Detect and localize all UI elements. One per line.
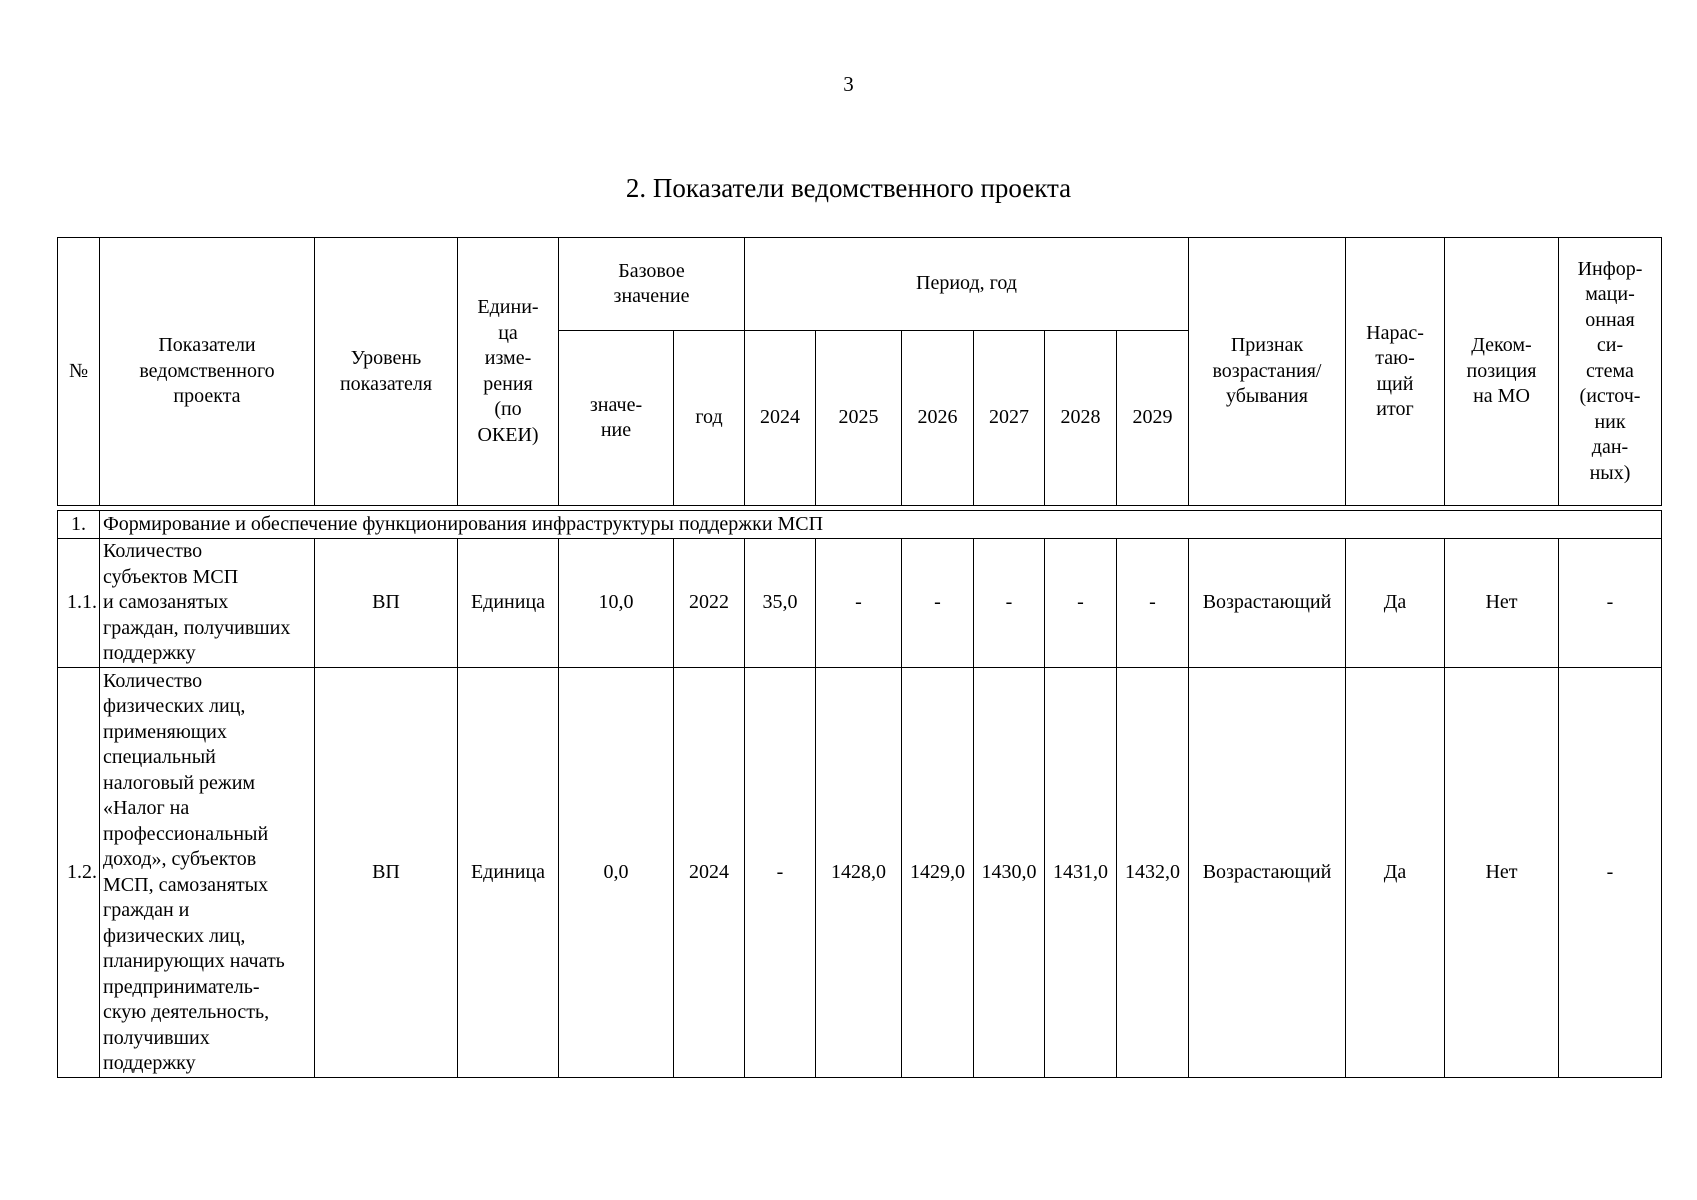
row-cumulative: Да (1346, 668, 1445, 1078)
row-value-2029: - (1117, 539, 1189, 668)
section-row (58, 511, 1662, 539)
row-value-2028: - (1045, 539, 1117, 668)
header-year-2029: 2029 (1117, 331, 1189, 506)
row-cumulative: Да (1346, 539, 1445, 668)
header-trend: Признак возрастания/ убывания (1189, 238, 1346, 506)
row-value-2028: 1431,0 (1045, 668, 1117, 1078)
row-trend: Возрастающий (1189, 668, 1346, 1078)
header-year-2027: 2027 (974, 331, 1045, 506)
row-info-system: - (1559, 668, 1662, 1078)
indicators-table-header (57, 237, 1662, 506)
row-value-2027: - (974, 539, 1045, 668)
header-num: № (58, 238, 100, 506)
header-base-value: значе- ние (559, 331, 674, 506)
header-decomposition: Деком- позиция на МО (1445, 238, 1559, 506)
section-num: 1. (58, 511, 100, 539)
row-num: 1.1. (58, 539, 100, 668)
row-base-value: 0,0 (559, 668, 674, 1078)
header-year-2026: 2026 (902, 331, 974, 506)
row-trend: Возрастающий (1189, 539, 1346, 668)
header-year-2025: 2025 (816, 331, 902, 506)
row-unit: Единица (458, 668, 559, 1078)
row-value-2029: 1432,0 (1117, 668, 1189, 1078)
row-value-2025: - (816, 539, 902, 668)
row-value-2026: - (902, 539, 974, 668)
table-row (58, 539, 1662, 668)
row-decomposition: Нет (1445, 539, 1559, 668)
row-level: ВП (315, 668, 458, 1078)
row-num: 1.2. (58, 668, 100, 1078)
header-unit: Едини- ца изме- рения (по ОКЕИ) (458, 238, 559, 506)
header-indicator: Показатели ведомственного проекта (100, 238, 315, 506)
row-base-value: 10,0 (559, 539, 674, 668)
row-value-2027: 1430,0 (974, 668, 1045, 1078)
header-period-group: Период, год (745, 238, 1189, 331)
header-info-system: Инфор- маци- онная си- стема (источ- ник дан- ных) (1559, 238, 1662, 506)
header-cumulative: Нарас- таю- щий итог (1346, 238, 1445, 506)
document-title: 2. Показатели ведомственного проекта (625, 173, 1072, 203)
row-info-system: - (1559, 539, 1662, 668)
row-value-2024: - (745, 668, 816, 1078)
row-value-2025: 1428,0 (816, 668, 902, 1078)
page-number: 3 (843, 72, 854, 96)
header-base-value-group: Базовое значение (559, 238, 745, 331)
row-unit: Единица (458, 539, 559, 668)
row-indicator: Количество физических лиц, применяющих специальный налоговый режим «Налог на профессиональный доход», субъектов МСП, самозанятых граждан и физических лиц, планирующих начать предприниматель- скую деятельность, получивших поддержку (100, 668, 315, 1078)
table-row (58, 668, 1662, 1078)
section-title: Формирование и обеспечение функционирования инфраструктуры поддержки МСП (100, 511, 1662, 539)
row-value-2026: 1429,0 (902, 668, 974, 1078)
row-base-year: 2024 (674, 668, 745, 1078)
row-decomposition: Нет (1445, 668, 1559, 1078)
row-base-year: 2022 (674, 539, 745, 668)
row-indicator: Количество субъектов МСП и самозанятых граждан, получивших поддержку (100, 539, 315, 668)
header-level: Уровень показателя (315, 238, 458, 506)
row-value-2024: 35,0 (745, 539, 816, 668)
header-base-year: год (674, 331, 745, 506)
header-year-2024: 2024 (745, 331, 816, 506)
indicators-table-body (57, 510, 1662, 1078)
row-level: ВП (315, 539, 458, 668)
header-year-2028: 2028 (1045, 331, 1117, 506)
